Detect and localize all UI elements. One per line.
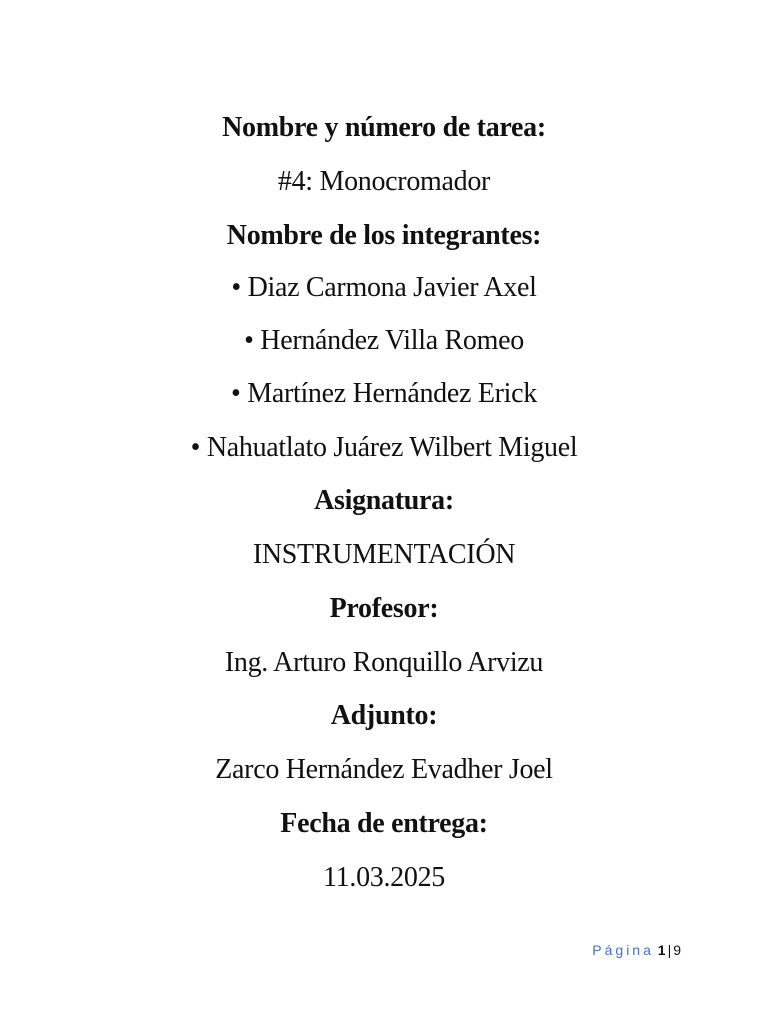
page-footer bbox=[592, 940, 681, 960]
member-item: • Hernández Villa Romeo bbox=[244, 325, 524, 356]
subject-heading: Asignatura: bbox=[314, 485, 454, 516]
page-total: 9 bbox=[673, 942, 681, 958]
date-heading: Fecha de entrega: bbox=[280, 808, 488, 839]
member-item: • Diaz Carmona Javier Axel bbox=[231, 272, 537, 303]
member-item: • Nahuatlato Juárez Wilbert Miguel bbox=[190, 432, 578, 463]
assistant-heading: Adjunto: bbox=[330, 700, 438, 731]
professor-heading: Profesor: bbox=[329, 593, 439, 624]
assistant-value: Zarco Hernández Evadher Joel bbox=[215, 754, 553, 785]
page-label: Página bbox=[592, 942, 654, 958]
task-value: #4: Monocromador bbox=[277, 166, 491, 197]
task-heading: Nombre y número de tarea: bbox=[222, 112, 546, 143]
member-item: • Martínez Hernández Erick bbox=[231, 378, 537, 409]
date-value: 11.03.2025 bbox=[323, 862, 445, 893]
professor-value: Ing. Arturo Ronquillo Arvizu bbox=[224, 647, 544, 678]
members-heading: Nombre de los integrantes: bbox=[226, 220, 542, 251]
page-separator: | bbox=[667, 942, 672, 958]
subject-value: INSTRUMENTACIÓN bbox=[252, 539, 516, 570]
page-number: 1 bbox=[657, 942, 666, 958]
